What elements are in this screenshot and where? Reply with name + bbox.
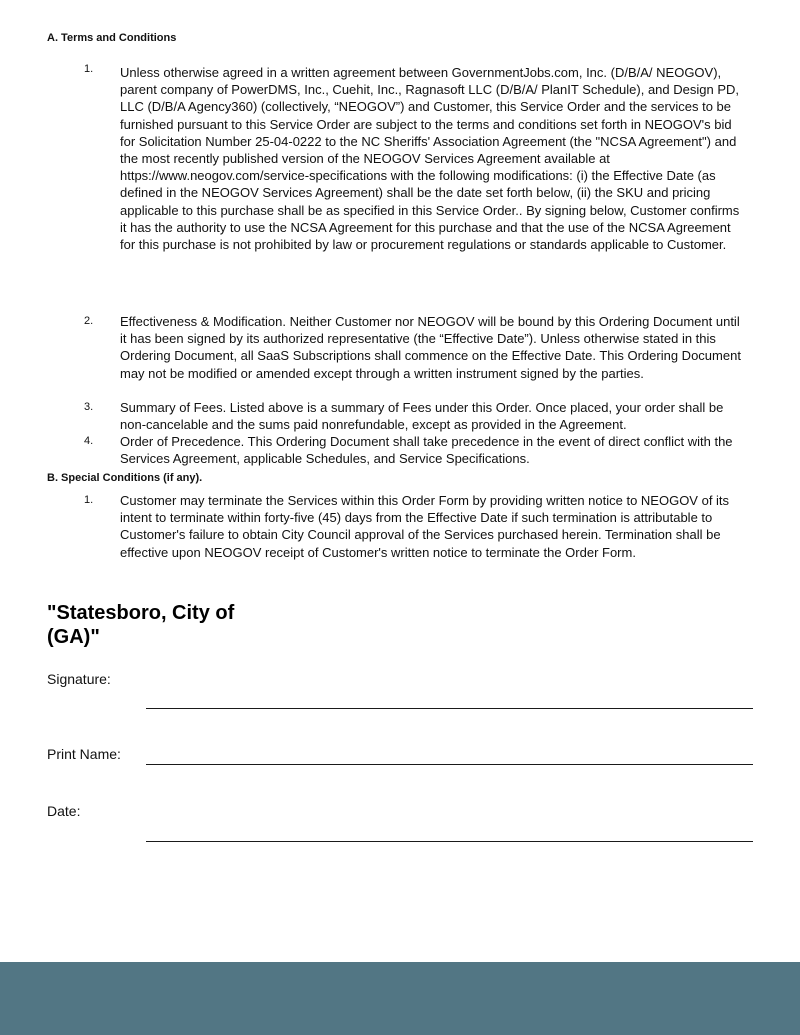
print-name-label: Print Name: bbox=[47, 746, 121, 762]
print-name-line[interactable] bbox=[146, 764, 753, 765]
signature-line[interactable] bbox=[146, 708, 753, 709]
item-text: Summary of Fees. Listed above is a summary of Fees under this Order. Once placed, your order shall be non-cancelable and the sums paid nonrefundable, except as provided in the Agreement. bbox=[120, 400, 724, 433]
item-text: Unless otherwise agreed in a written agreement between GovernmentJobs.com, Inc. (D/B/A/ NEOGOV), parent company of PowerDMS, Inc., Cuehit, Inc., Ragnasoft LLC (D/B/A/ PlanIT Schedule), and Design PD, LLC (D/B/A Agency360) (collectively, “NEOGOV”) and Customer, this Service Order and the services to be furnished pursuant to this Service Order are subject to the terms and conditions set forth in NEOGOV's bid for Solicitation Number 25-04-0222 to the NC Sheriffs' Association Agreement (the "NCSA Agreement") and the most recently published version of the NEOGOV Services Agreement available at https://www.neogov.com/service-specifications with the following modifications: (i) the Effective Date (as defined in the NEOGOV Services Agreement) shall be the date set forth below, (ii) the SKU and pricing applicable to this purchase shall be as specified in this Service Order.. By signing below, Customer confirms it has the authority to use the NCSA Agreement for this purchase and that the use of the NCSA Agreement for this purchase is not prohibited by law or procurement regulations or standards applicable to Customer. bbox=[120, 65, 740, 253]
item-number: 1. bbox=[84, 494, 94, 506]
item-text: Effectiveness & Modification. Neither Customer nor NEOGOV will be bound by this Ordering Document until it has been signed by its authorized representative (the “Effective Date”). Unless otherwise stated in this Ordering Document, all SaaS Subscriptions shall commence on the Effective Date. This Ordering Document may not be modified or amended except through a written instrument signed by the parties. bbox=[120, 314, 741, 381]
item-text: Customer may terminate the Services within this Order Form by providing written notice to NEOGOV of its intent to terminate within forty-five (45) days from the Effective Date if such termination is attributable to Customer's failure to obtain City Council approval of the Services purchased herein. Termination shall be effective upon NEOGOV receipt of Customer's written notice to terminate the Order Form. bbox=[120, 493, 730, 560]
item-number: 3. bbox=[84, 401, 94, 413]
customer-organization-name: "Statesboro, City of (GA)" bbox=[47, 602, 235, 648]
section-a-title: A. Terms and Conditions bbox=[47, 32, 177, 44]
item-number: 2. bbox=[84, 315, 94, 327]
date-label: Date: bbox=[47, 803, 81, 819]
footer-band bbox=[0, 962, 800, 1035]
item-number: 1. bbox=[84, 63, 94, 75]
item-text: Order of Precedence. This Ordering Document shall take precedence in the event of direct conflict with the Services Agreement, applicable Schedules, and Service Specifications. bbox=[120, 434, 733, 467]
signature-label: Signature: bbox=[47, 671, 111, 687]
section-b-title: B. Special Conditions (if any). bbox=[47, 472, 203, 484]
date-line[interactable] bbox=[146, 841, 753, 842]
item-number: 4. bbox=[84, 435, 94, 447]
